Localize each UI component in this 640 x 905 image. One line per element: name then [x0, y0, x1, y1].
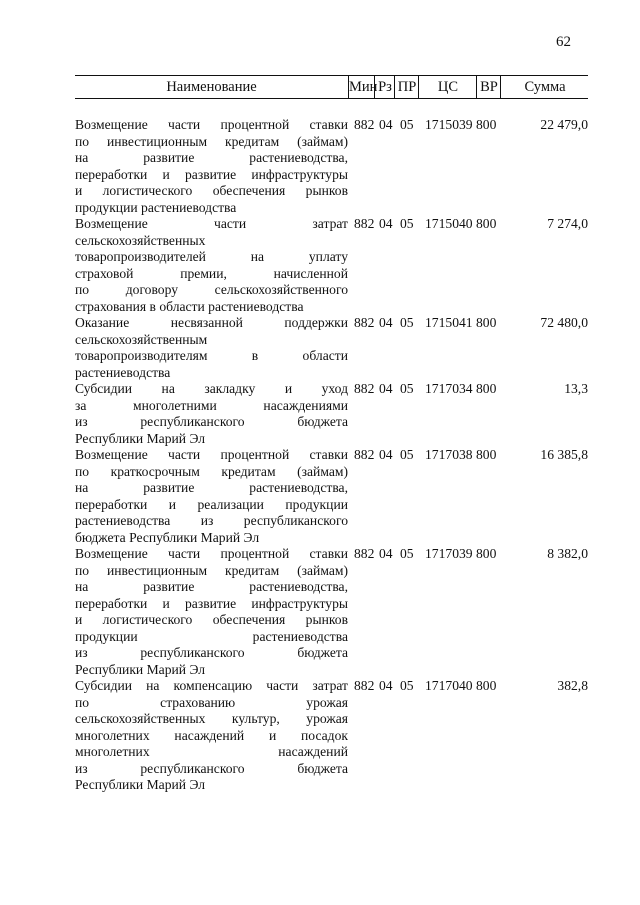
row-name-line: по краткосрочным кредитам (займам) — [75, 463, 348, 479]
row-cs: 1715040 — [425, 216, 473, 231]
table-row — [75, 546, 588, 678]
row-vr: 800 — [476, 117, 497, 132]
row-sum: 13,3 — [564, 381, 588, 396]
row-pr: 05 — [400, 381, 414, 396]
row-rz: 04 — [379, 117, 393, 132]
row-name-line: бюджета Республики Марий Эл — [75, 529, 260, 545]
row-rz: 04 — [379, 315, 393, 330]
row-pr: 05 — [400, 678, 414, 693]
row-pr: 05 — [400, 117, 414, 132]
header-pr: ПР — [394, 76, 419, 98]
row-name-line: страховой премии, начисленной — [75, 265, 348, 281]
row-name-line: переработки и развитие инфраструктуры — [75, 166, 348, 182]
table-row — [75, 447, 588, 546]
row-name-line: из республиканского бюджета — [75, 760, 348, 776]
row-vr: 800 — [476, 546, 497, 561]
row-sum: 22 479,0 — [540, 117, 588, 132]
row-vr: 800 — [476, 315, 497, 330]
table-row — [75, 381, 588, 447]
table-row — [75, 315, 588, 381]
row-name-line: растениеводства из республиканского — [75, 513, 348, 528]
row-name — [75, 381, 348, 447]
row-vr: 800 — [476, 447, 497, 462]
row-name — [75, 216, 348, 315]
row-name-line: Возмещение части процентной ставки — [75, 546, 348, 561]
header-vr: ВР — [476, 76, 501, 98]
row-rz: 04 — [379, 546, 393, 561]
row-name-line: Республики Марий Эл — [75, 661, 206, 677]
row-vr: 800 — [476, 216, 497, 231]
row-cs: 1717039 — [425, 546, 473, 561]
row-name-line: Республики Марий Эл — [75, 430, 206, 446]
row-name — [75, 117, 348, 216]
table-row — [75, 117, 588, 216]
header-name: Наименование — [166, 79, 257, 95]
row-name-line: Возмещение части затрат — [75, 216, 348, 231]
row-sum: 382,8 — [557, 678, 588, 693]
header-min: Мин — [348, 76, 375, 98]
row-min: 882 — [354, 315, 375, 330]
row-name — [75, 546, 348, 678]
table-row — [75, 678, 588, 794]
row-min: 882 — [354, 678, 375, 693]
row-name-line: продукции растениеводства — [75, 628, 348, 644]
row-name-line: Возмещение части процентной ставки — [75, 117, 348, 132]
row-name-line: по договору сельскохозяйственного — [75, 282, 348, 297]
row-rz: 04 — [379, 447, 393, 462]
row-name-line: товаропроизводителям в области — [75, 348, 348, 363]
row-name-line: многолетних насаждений и посадок — [75, 727, 348, 743]
row-rz: 04 — [379, 678, 393, 693]
row-cs: 1715041 — [425, 315, 473, 330]
row-rz: 04 — [379, 216, 393, 231]
row-cs: 1715039 — [425, 117, 473, 132]
row-pr: 05 — [400, 315, 414, 330]
row-name-line: Субсидии на компенсацию части затрат — [75, 678, 348, 693]
row-name-line: из республиканского бюджета — [75, 414, 348, 429]
row-cs: 1717038 — [425, 447, 473, 462]
row-name-line: страхования в области растениеводства — [75, 298, 304, 314]
header-rz: Рз — [374, 76, 395, 98]
header-cs: ЦС — [418, 76, 477, 98]
row-name-line: переработки и развитие инфраструктуры — [75, 595, 348, 611]
row-min: 882 — [354, 117, 375, 132]
row-sum: 16 385,8 — [540, 447, 588, 462]
row-min: 882 — [354, 381, 375, 396]
row-min: 882 — [354, 546, 375, 561]
row-sum: 8 382,0 — [547, 546, 588, 561]
page-number: 62 — [556, 34, 571, 50]
row-name-line: на развитие растениеводства, — [75, 579, 348, 594]
row-name-line: по инвестиционным кредитам (займам) — [75, 562, 348, 578]
row-vr: 800 — [476, 678, 497, 693]
row-name-line: продукции растениеводства — [75, 199, 237, 215]
row-min: 882 — [354, 447, 375, 462]
row-sum: 7 274,0 — [547, 216, 588, 231]
row-name-line: по страхованию урожая — [75, 694, 348, 710]
row-name-line: на развитие растениеводства, — [75, 150, 348, 165]
row-pr: 05 — [400, 216, 414, 231]
row-name-line: и логистического обеспечения рынков — [75, 183, 348, 198]
row-pr: 05 — [400, 546, 414, 561]
row-name-line: многолетних насаждений — [75, 744, 348, 759]
row-name-line: из республиканского бюджета — [75, 645, 348, 660]
row-vr: 800 — [476, 381, 497, 396]
row-sum: 72 480,0 — [540, 315, 588, 330]
row-name — [75, 315, 348, 381]
row-rz: 04 — [379, 381, 393, 396]
row-name-line: Республики Марий Эл — [75, 777, 206, 792]
row-pr: 05 — [400, 447, 414, 462]
row-name-line: сельскохозяйственных — [75, 232, 206, 248]
table-row — [75, 216, 588, 315]
row-name-line: по инвестиционным кредитам (займам) — [75, 133, 348, 149]
row-name-line: за многолетними насаждениями — [75, 397, 348, 413]
row-cs: 1717040 — [425, 678, 473, 693]
row-name-line: Субсидии на закладку и уход — [75, 381, 348, 396]
row-name-line: сельскохозяйственным — [75, 331, 208, 347]
table-header — [75, 75, 588, 99]
row-name-line: и логистического обеспечения рынков — [75, 612, 348, 627]
row-name-line: на развитие растениеводства, — [75, 480, 348, 495]
row-name — [75, 678, 348, 794]
row-name-line: Оказание несвязанной поддержки — [75, 315, 348, 330]
row-min: 882 — [354, 216, 375, 231]
row-name-line: растениеводства — [75, 364, 171, 380]
table-body — [75, 117, 588, 794]
row-name — [75, 447, 348, 546]
row-name-line: товаропроизводителей на уплату — [75, 249, 348, 264]
row-cs: 1717034 — [425, 381, 473, 396]
row-name-line: переработки и реализации продукции — [75, 496, 348, 512]
row-name-line: Возмещение части процентной ставки — [75, 447, 348, 462]
header-sum: Сумма — [500, 76, 589, 98]
row-name-line: сельскохозяйственных культур, урожая — [75, 711, 348, 726]
